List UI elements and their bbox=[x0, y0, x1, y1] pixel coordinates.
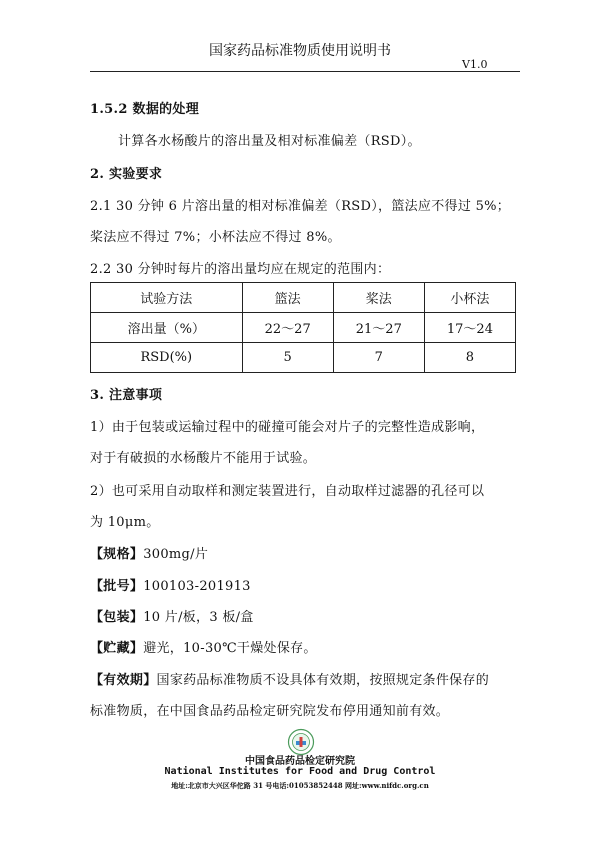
package-field bbox=[90, 606, 254, 625]
table-cell: 溶出量（%） bbox=[91, 313, 243, 343]
batch-field bbox=[90, 575, 251, 594]
package-value: 10 片/板，3 板/盒 bbox=[143, 610, 254, 625]
requirement-2-2: 2.2 30 分钟时每片的溶出量均应在规定的范围内： bbox=[90, 262, 391, 277]
table-cell: 8 bbox=[424, 343, 515, 373]
storage-value: 避光，10-30℃干燥处保存。 bbox=[143, 641, 317, 656]
table-header-cell: 小杯法 bbox=[424, 283, 515, 313]
validity-field bbox=[90, 669, 489, 688]
section-3-heading: 3. 注意事项 bbox=[90, 388, 163, 403]
note-1-line-1: 1）由于包装或运输过程中的碰撞可能会对片子的完整性造成影响， bbox=[90, 420, 485, 435]
table-row bbox=[91, 343, 516, 373]
footer-org-cn: 中国食品药品检定研究院 bbox=[245, 756, 355, 767]
section-152-text: 计算各水杨酸片的溶出量及相对标准偏差（RSD）。 bbox=[118, 134, 421, 149]
document-title: 国家药品标准物质使用说明书 bbox=[209, 43, 391, 59]
table-cell: 17～24 bbox=[424, 313, 515, 343]
package-label: 【包装】 bbox=[90, 610, 144, 625]
version-label: V1.0 bbox=[462, 58, 488, 71]
storage-field bbox=[90, 637, 317, 656]
table-header-cell: 篮法 bbox=[242, 283, 333, 313]
note-1-line-2: 对于有破损的水杨酸片不能用于试验。 bbox=[90, 451, 317, 466]
header-divider bbox=[90, 71, 520, 72]
table-cell: 7 bbox=[333, 343, 424, 373]
table-cell: RSD(%) bbox=[91, 343, 243, 373]
section-2-heading: 2. 实验要求 bbox=[90, 167, 163, 182]
batch-value: 100103-201913 bbox=[143, 579, 251, 594]
table-header-cell: 桨法 bbox=[333, 283, 424, 313]
footer-address: 地址:北京市大兴区华佗路 31 号电话:01053852448 网址:www.nifdc.org.cn bbox=[171, 781, 429, 790]
requirement-2-1-line-1: 2.1 30 分钟 6 片溶出量的相对标准偏差（RSD），篮法应不得过 5%； bbox=[90, 199, 511, 214]
spec-label: 【规格】 bbox=[90, 547, 144, 562]
validity-label: 【有效期】 bbox=[90, 673, 157, 688]
table-header-row bbox=[91, 283, 516, 313]
validity-line-2: 标准物质，在中国食品药品检定研究院发布停用通知前有效。 bbox=[90, 704, 450, 719]
validity-line-1: 国家药品标准物质不设具体有效期，按照规定条件保存的 bbox=[156, 673, 490, 688]
dissolution-spec-table bbox=[90, 282, 516, 373]
table-cell: 21～27 bbox=[333, 313, 424, 343]
table-header-cell: 试验方法 bbox=[91, 283, 243, 313]
table-row bbox=[91, 313, 516, 343]
storage-label: 【贮藏】 bbox=[90, 641, 144, 656]
section-152-heading: 1.5.2 数据的处理 bbox=[90, 102, 200, 117]
note-2-line-1: 2）也可采用自动取样和测定装置进行，自动取样过滤器的孔径可以 bbox=[90, 484, 485, 499]
footer-org-en: National Institutes for Food and Drug Control bbox=[164, 766, 436, 777]
spec-field bbox=[90, 543, 208, 562]
batch-label: 【批号】 bbox=[90, 579, 144, 594]
table-cell: 5 bbox=[242, 343, 333, 373]
requirement-2-1-line-2: 桨法应不得过 7%；小杯法应不得过 8%。 bbox=[90, 230, 341, 245]
table-cell: 22～27 bbox=[242, 313, 333, 343]
spec-value: 300mg/片 bbox=[143, 547, 209, 562]
note-2-line-2: 为 10μm。 bbox=[90, 515, 160, 530]
